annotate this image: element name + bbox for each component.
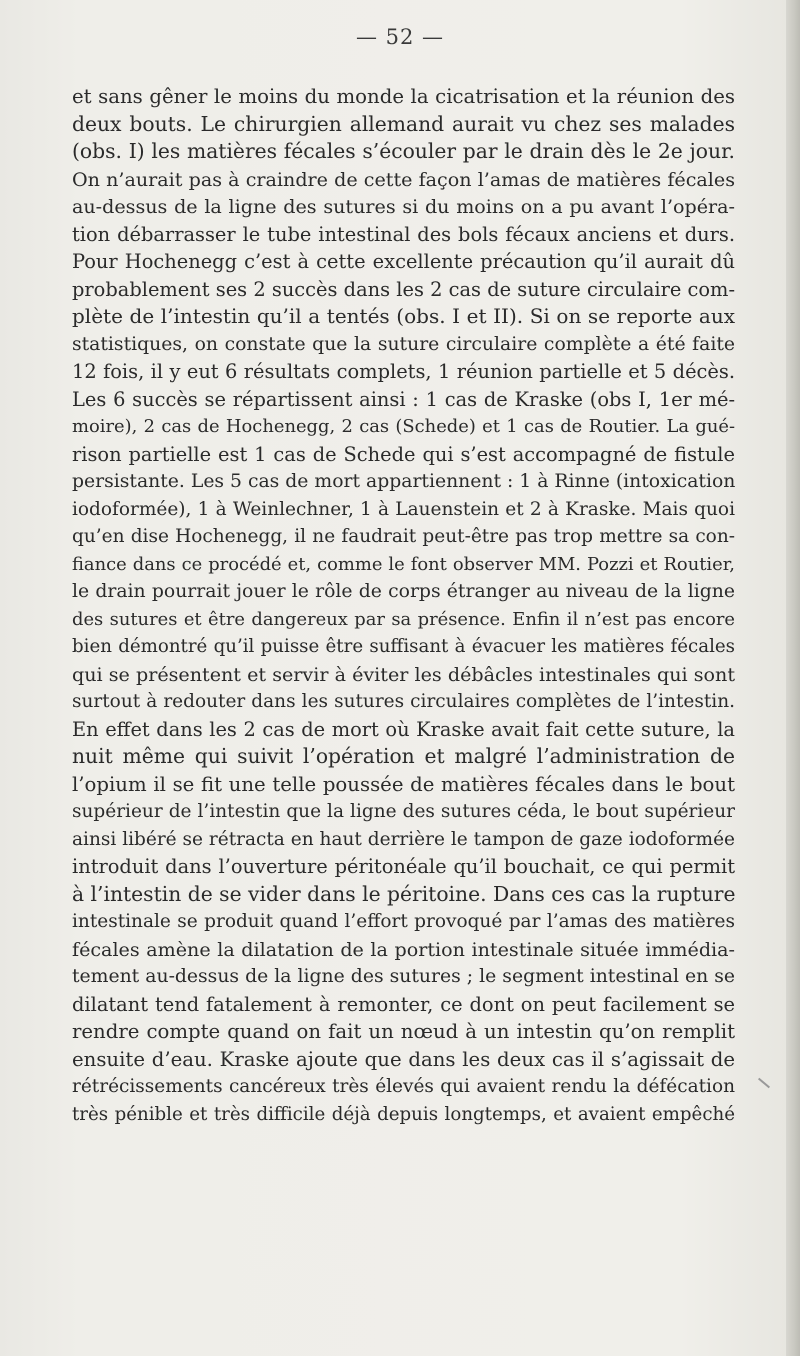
body-text <box>72 83 735 1128</box>
text-line: deux bouts. Le chirurgien allemand aurait vu chez ses malades <box>72 111 735 136</box>
text-line: fiance dans ce procédé et, comme le font observer MM. Pozzi et Routier, <box>72 553 735 575</box>
text-line: à l’intestin de se vider dans le péritoine. Dans ces cas la rupture <box>72 881 735 906</box>
text-line: des sutures et être dangereux par sa présence. Enfin il n’est pas encore <box>72 608 735 630</box>
text-line: le drain pourrait jouer le rôle de corps étranger au niveau de la ligne <box>72 581 735 602</box>
text-line: l’opium il se fit une telle poussée de matières fécales dans le bout <box>72 772 735 796</box>
text-line: iodoformée), 1 à Weinlechner, 1 à Lauenstein et 2 à Kraske. Mais quoi <box>72 498 735 520</box>
text-line: statistiques, on constate que la suture circulaire complète a été faite <box>72 333 735 355</box>
text-line: Pour Hochenegg c’est à cette excellente précaution qu’il aurait dû <box>72 250 735 273</box>
text-line: au-dessus de la ligne des sutures si du moins on a pu avant l’opéra- <box>72 195 735 218</box>
text-line: qui se présentent et servir à éviter les débâcles intestinales qui sont <box>72 662 735 686</box>
text-line: rison partielle est 1 cas de Schede qui s’est accompagné de fistule <box>72 442 735 466</box>
text-line: tion débarrasser le tube intestinal des bols fécaux anciens et durs. <box>72 222 735 246</box>
text-line: 12 fois, il y eut 6 résultats complets, 1 réunion partielle et 5 décès. <box>72 360 735 383</box>
text-line: supérieur de l’intestin que la ligne des sutures céda, le bout supérieur <box>72 801 735 822</box>
text-line: qu’en dise Hochenegg, il ne faudrait peut-être pas trop mettre sa con- <box>72 526 735 547</box>
text-line: fécales amène la dilatation de la portion intestinale située immédia- <box>72 937 735 961</box>
text-line: plète de l’intestin qu’il a tentés (obs. I et II). Si on se reporte aux <box>72 304 735 328</box>
text-line: rendre compte quand on fait un nœud à un intestin qu’on remplit <box>72 1020 735 1043</box>
text-line: persistante. Les 5 cas de mort appartiennent : 1 à Rinne (intoxication <box>72 471 735 492</box>
text-line: ainsi libéré se rétracta en haut derrière le tampon de gaze iodoformée <box>72 828 735 850</box>
text-line: rétrécissements cancéreux très élevés qui avaient rendu la défécation <box>72 1076 735 1097</box>
text-line: surtout à redouter dans les sutures circulaires complètes de l’intestin. <box>72 691 735 712</box>
text-line: très pénible et très difficile déjà depuis longtemps, et avaient empêché <box>72 1103 735 1125</box>
text-line: nuit même qui suivit l’opération et malgré l’administration de <box>72 744 735 768</box>
text-line: ensuite d’eau. Kraske ajoute que dans les deux cas il s’agissait de <box>72 1047 735 1071</box>
text-line: probablement ses 2 succès dans les 2 cas de suture circulaire com- <box>72 277 735 301</box>
text-line: On n’aurait pas à craindre de cette façon l’amas de matières fécales <box>72 167 735 191</box>
text-line: et sans gêner le moins du monde la cicatrisation et la réunion des <box>72 85 735 108</box>
page-number: — 52 — <box>355 25 445 49</box>
text-line: introduit dans l’ouverture péritonéale qu’il bouchait, ce qui permit <box>72 855 735 878</box>
text-line: intestinale se produit quand l’effort provoqué par l’amas des matières <box>72 911 735 932</box>
text-line: Les 6 succès se répartissent ainsi : 1 cas de Kraske (obs I, 1er mé- <box>72 387 735 411</box>
text-line: En effet dans les 2 cas de mort où Kraske avait fait cette suture, la <box>72 717 735 741</box>
text-line: dilatant tend fatalement à remonter, ce dont on peut facilement se <box>72 992 735 1016</box>
text-line: bien démontré qu’il puisse être suffisant à évacuer les matières fécales <box>72 636 735 657</box>
text-line: tement au-dessus de la ligne des sutures ; le segment intestinal en se <box>72 966 735 987</box>
stray-mark <box>758 1078 770 1089</box>
text-line: moire), 2 cas de Hochenegg, 2 cas (Schede) et 1 cas de Routier. La gué- <box>72 416 735 437</box>
page-edge <box>786 0 800 1356</box>
text-line: (obs. I) les matières fécales s’écouler par le drain dès le 2e jour. <box>72 139 735 163</box>
